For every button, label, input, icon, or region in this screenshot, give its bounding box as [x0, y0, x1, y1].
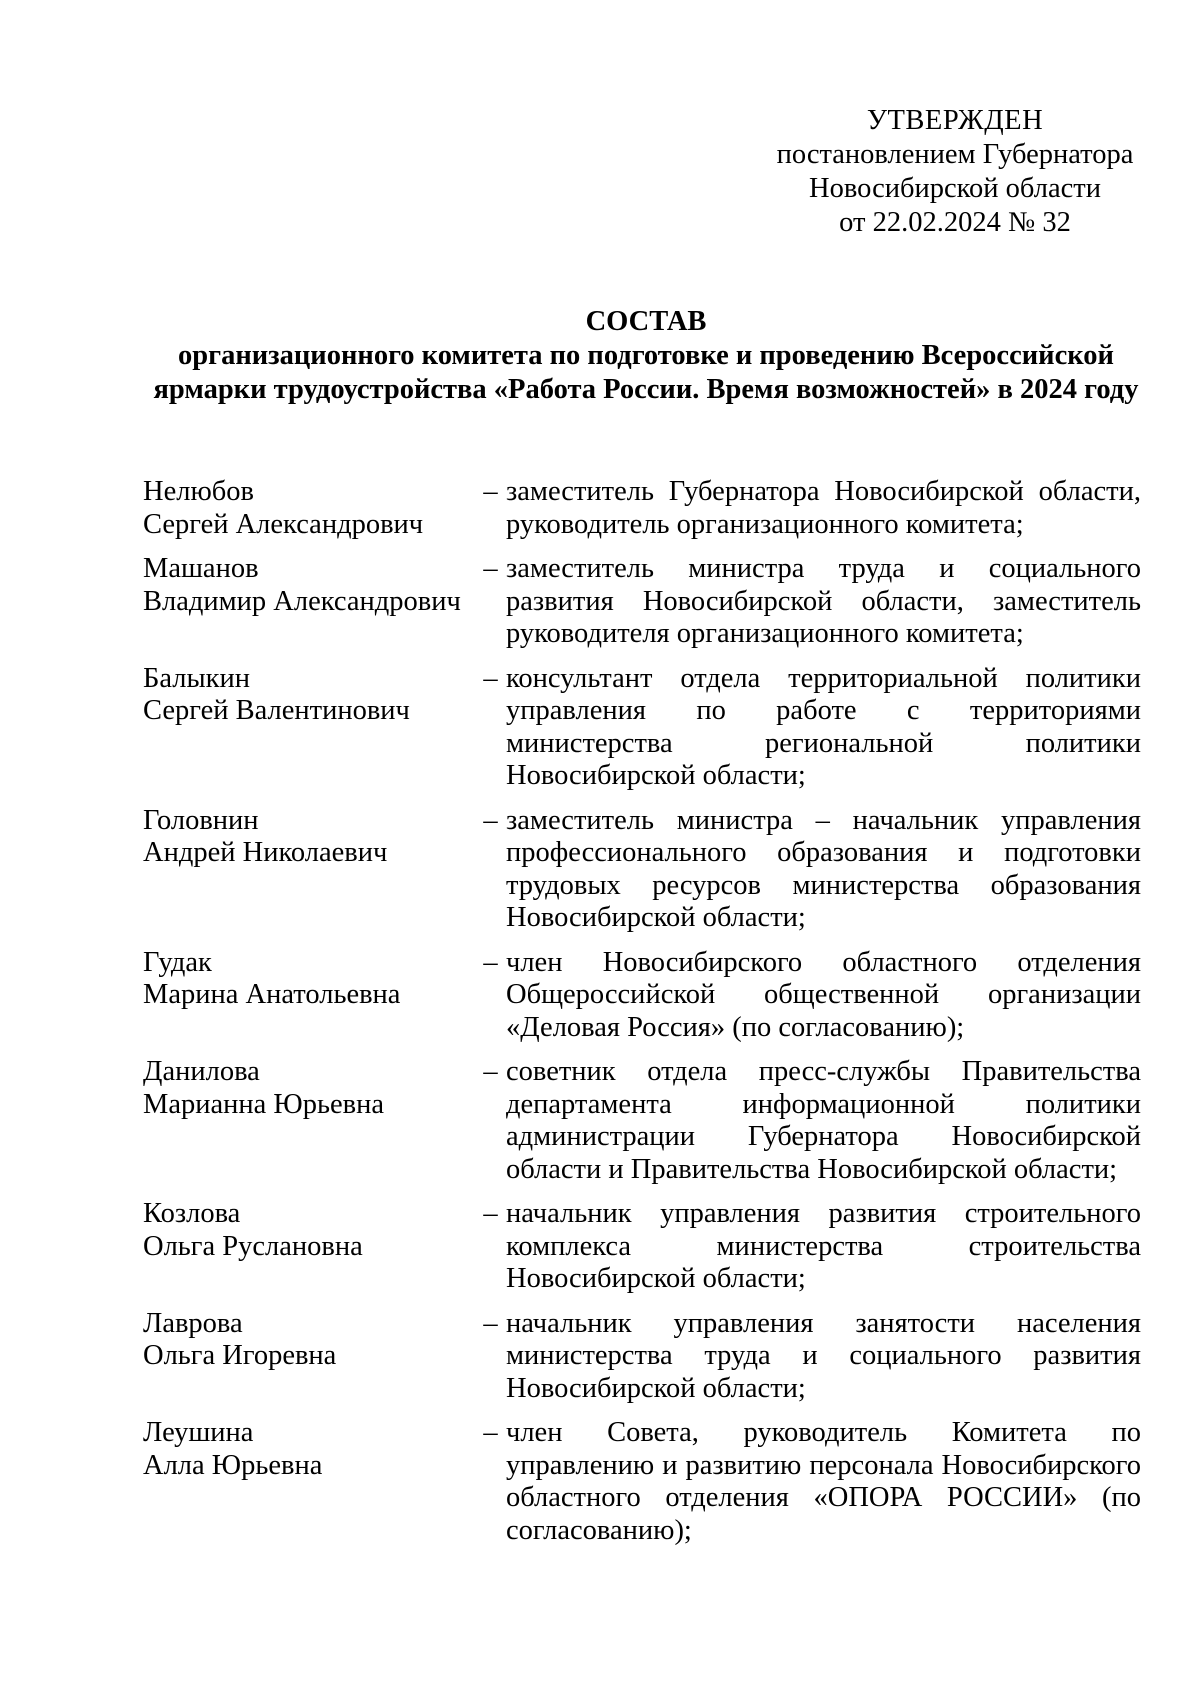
member-surname: Головнин	[143, 804, 259, 836]
approval-date-number: от 22.02.2024 № 32	[839, 207, 1071, 238]
approval-decree-line: постановлением Губернатора	[776, 139, 1134, 170]
member-row	[143, 1308, 1141, 1406]
member-name	[143, 1056, 475, 1121]
member-surname: Машанов	[143, 553, 259, 584]
member-role: член Новосибирского областного отделения Общероссийской общественной организации «Деловая Россия» (по согласованию);	[506, 946, 1141, 1043]
member-dash: –	[483, 553, 498, 584]
member-name	[143, 1198, 475, 1263]
member-surname: Леушина	[143, 1417, 254, 1448]
member-given-name: Владимир Александрович	[143, 585, 461, 617]
member-role: заместитель Губернатора Новосибирской области, руководитель организационного комитета;	[506, 476, 1141, 540]
member-role: консультант отдела территориальной политики управления по работе с территориями министерства региональной политики Новосибирской области;	[506, 662, 1141, 791]
member-given-name: Сергей Александрович	[143, 508, 424, 540]
member-name	[143, 553, 475, 618]
member-role: заместитель министра труда и социального развития Новосибирской области, заместитель руководителя организационного комитета;	[506, 553, 1141, 649]
member-dash: –	[483, 1198, 498, 1229]
member-row	[143, 805, 1141, 935]
committee-member-list	[143, 476, 1141, 1559]
member-name	[143, 663, 475, 728]
member-row	[143, 947, 1141, 1045]
member-name	[143, 1417, 475, 1482]
member-row	[143, 1417, 1141, 1547]
member-given-name: Марина Анатольевна	[143, 979, 401, 1010]
member-surname: Нелюбов	[143, 476, 254, 507]
member-row	[143, 476, 1141, 541]
member-surname: Данилова	[143, 1056, 260, 1087]
approval-region-line: Новосибирской области	[809, 173, 1101, 204]
member-role: начальник управления занятости населения министерства труда и социального развития Новосибирской области;	[506, 1307, 1141, 1404]
member-given-name: Алла Юрьевна	[143, 1449, 323, 1481]
member-surname: Гудак	[143, 946, 212, 978]
member-dash: –	[483, 1307, 498, 1339]
member-dash: –	[483, 1417, 498, 1448]
member-surname: Балыкин	[143, 662, 250, 694]
member-dash: –	[483, 804, 498, 836]
member-name	[143, 805, 475, 870]
member-role: советник отдела пресс-службы Правительства департамента информационной политики администрации Губернатора Новосибирской области и Правительства Новосибирской области;	[506, 1056, 1141, 1185]
member-name	[143, 947, 475, 1012]
member-given-name: Сергей Валентинович	[143, 695, 410, 726]
document-title	[100, 305, 1192, 407]
member-name	[143, 1308, 475, 1373]
member-surname: Лаврова	[143, 1307, 243, 1339]
member-row	[143, 1056, 1141, 1186]
member-dash: –	[483, 946, 498, 978]
approval-stamp	[760, 104, 1150, 240]
member-role: член Совета, руководитель Комитета по управлению и развитию персонала Новосибирского областного отделения «ОПОРА РОССИИ» (по согласованию);	[506, 1417, 1141, 1546]
member-role: начальник управления развития строительного комплекса министерства строительства Новосибирской области;	[506, 1198, 1141, 1294]
member-given-name: Марианна Юрьевна	[143, 1088, 384, 1120]
member-row	[143, 663, 1141, 793]
approval-heading: УТВЕРЖДЕН	[866, 105, 1044, 136]
member-given-name: Ольга Игоревна	[143, 1340, 337, 1371]
member-given-name: Ольга Руслановна	[143, 1230, 363, 1262]
member-dash: –	[483, 662, 498, 694]
title-heading: СОСТАВ	[585, 306, 707, 337]
title-line-1: организационного комитета по подготовке и проведению Всероссийской	[178, 340, 1114, 371]
member-dash: –	[483, 476, 498, 507]
member-given-name: Андрей Николаевич	[143, 837, 388, 868]
member-role: заместитель министра – начальник управления профессионального образования и подготовки трудовых ресурсов министерства образования Новосибирской области;	[506, 804, 1141, 933]
member-row	[143, 553, 1141, 651]
member-row	[143, 1198, 1141, 1296]
member-name	[143, 476, 475, 541]
member-dash: –	[483, 1056, 498, 1087]
member-surname: Козлова	[143, 1198, 241, 1229]
title-line-2: ярмарки трудоустройства «Работа России. Время возможностей» в 2024 году	[153, 374, 1139, 405]
